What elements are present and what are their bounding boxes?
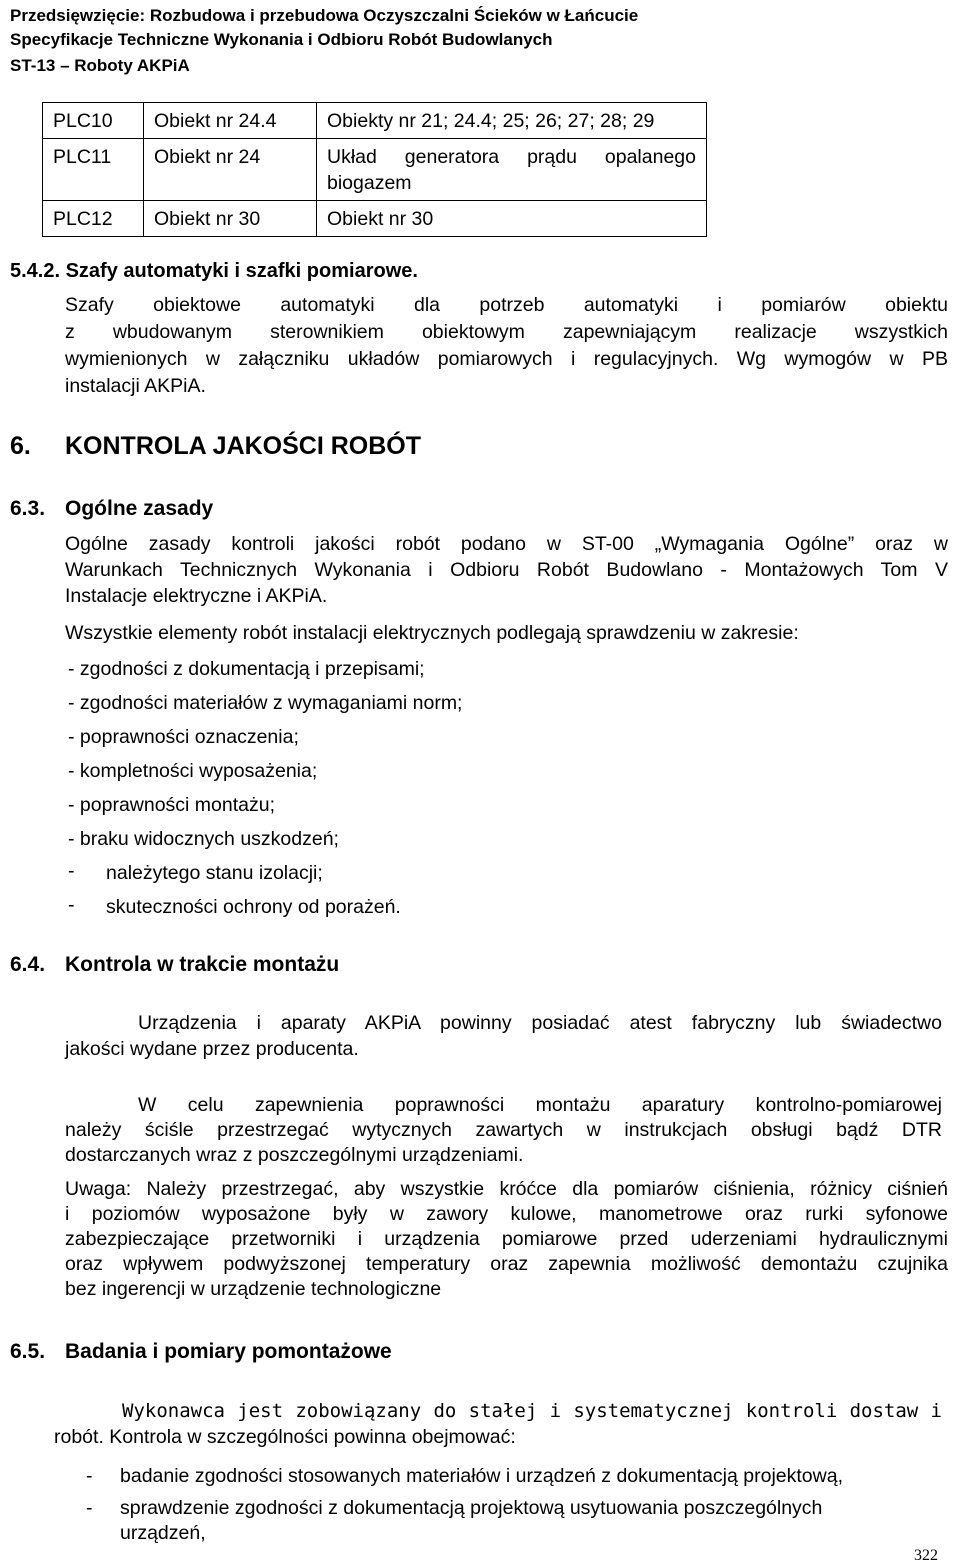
list-item: sprawdzenie zgodności z dokumentacją projektową usytuowania poszczególnych: [120, 1497, 823, 1519]
paragraph-line: Instalacje elektryczne i AKPiA.: [65, 585, 328, 607]
paragraph-line: W celu zapewnienia poprawności montażu aparatury kontrolno-pomiarowej: [138, 1094, 942, 1116]
section-6-number: 6.: [10, 432, 31, 460]
list-item: - kompletności wyposażenia;: [68, 760, 318, 782]
list-item: - poprawności montażu;: [68, 794, 276, 816]
paragraph-line: Szafy obiektowe automatyki dla potrzeb automatyki i pomiarów obiektu: [65, 294, 948, 316]
paragraph-line: z wbudowanym sterownikiem obiektowym zapewniającym realizacje wszystkich: [65, 321, 948, 343]
list-item: - braku widocznych uszkodzeń;: [68, 828, 339, 850]
paragraph-line: Urządzenia i aparaty AKPiA powinny posiadać atest fabryczny lub świadectwo: [138, 1012, 942, 1034]
header-line-3: ST-13 – Roboty AKPiA: [10, 56, 190, 75]
paragraph-line: dostarczanych wraz z poszczególnymi urządzeniami.: [65, 1144, 524, 1166]
list-item: - poprawności oznaczenia;: [68, 726, 299, 748]
list-dash: -: [68, 860, 75, 882]
list-item: - zgodności z dokumentacją i przepisami;: [68, 658, 425, 680]
list-intro: Wszystkie elementy robót instalacji elektrycznych podlegają sprawdzeniu w zakresie:: [65, 622, 799, 644]
section-6-5-number: 6.5.: [10, 1340, 46, 1363]
note-line: oraz wpływem podwyższonej temperatury oraz zapewnia możliwość demontażu czujnika: [65, 1253, 948, 1275]
table-row: [43, 103, 707, 139]
list-dash: -: [68, 894, 75, 916]
page-number: 322: [914, 1547, 938, 1564]
note-line: Uwaga: Należy przestrzegać, aby wszystkie króćce dla pomiarów ciśnienia, różnicy ciśnień: [65, 1178, 948, 1200]
section-6-3-title: Ogólne zasady: [65, 497, 214, 520]
section-6-5-title: Badania i pomiary pomontażowe: [65, 1340, 392, 1363]
header-line-2: Specyfikacje Techniczne Wykonania i Odbioru Robót Budowlanych: [10, 30, 553, 49]
list-item: badanie zgodności stosowanych materiałów i urządzeń z dokumentacją projektową,: [120, 1465, 843, 1487]
section-5-4-2-heading: 5.4.2. Szafy automatyki i szafki pomiarowe.: [10, 260, 418, 282]
section-6-4-title: Kontrola w trakcie montażu: [65, 953, 340, 976]
note-line: bez ingerencji w urządzenie technologiczne: [65, 1278, 442, 1300]
list-dash: -: [86, 1465, 93, 1487]
plc-code: PLC12: [43, 201, 144, 237]
list-item: należytego stanu izolacji;: [106, 862, 323, 884]
plc-scope: Obiekt nr 30: [317, 201, 707, 237]
list-item-continued: urządzeń,: [120, 1522, 206, 1544]
section-6-3-number: 6.3.: [10, 497, 46, 520]
plc-object: Obiekt nr 30: [144, 201, 317, 237]
plc-object: Obiekt nr 24.4: [144, 103, 317, 139]
note-line: zabezpieczające przetworniki i urządzenia pomiarowe przed uderzeniami hydraulicznymi: [65, 1228, 948, 1250]
plc-scope-continued: biogazem: [327, 172, 412, 194]
plc-scope-cell: [317, 139, 707, 201]
plc-object: Obiekt nr 24: [144, 139, 317, 201]
list-item: skuteczności ochrony od porażeń.: [106, 896, 401, 918]
table-row: [43, 139, 707, 201]
list-dash: -: [86, 1497, 93, 1519]
plc-table: [42, 102, 707, 237]
note-line: i poziomów wyposażone były w zawory kulowe, manometrowe oraz rurki syfonowe: [65, 1203, 948, 1225]
list-item: - zgodności materiałów z wymaganiami norm;: [68, 692, 463, 714]
paragraph-line: należy ściśle przestrzegać wytycznych zawartych w instrukcjach obsługi bądź DTR: [65, 1119, 942, 1141]
section-6-title: KONTROLA JAKOŚCI ROBÓT: [65, 432, 422, 460]
paragraph-line: wymienionych w załączniku układów pomiarowych i regulacyjnych. Wg wymogów w PB: [65, 348, 948, 370]
paragraph-line: Warunkach Technicznych Wykonania i Odbioru Robót Budowlano - Montażowych Tom V: [65, 559, 948, 581]
paragraph-line: instalacji AKPiA.: [65, 375, 206, 397]
plc-scope: Układ generatora prądu opalanego: [327, 146, 696, 168]
header-line-1: Przedsięwzięcie: Rozbudowa i przebudowa Oczyszczalni Ścieków w Łańcucie: [10, 6, 639, 25]
paragraph-line: Ogólne zasady kontroli jakości robót podano w ST-00 „Wymagania Ogólne” oraz w: [65, 533, 948, 555]
table-row: [43, 201, 707, 237]
plc-code: PLC10: [43, 103, 144, 139]
paragraph-line: jakości wydane przez producenta.: [65, 1038, 359, 1060]
plc-code: PLC11: [43, 139, 144, 201]
paragraph-line: robót. Kontrola w szczególności powinna obejmować:: [54, 1426, 516, 1448]
plc-scope: Obiekty nr 21; 24.4; 25; 26; 27; 28; 29: [317, 103, 707, 139]
paragraph-line: Wykonawca jest zobowiązany do stałej i systematycznej kontroli dostaw i: [122, 1400, 942, 1422]
section-6-4-number: 6.4.: [10, 953, 46, 976]
